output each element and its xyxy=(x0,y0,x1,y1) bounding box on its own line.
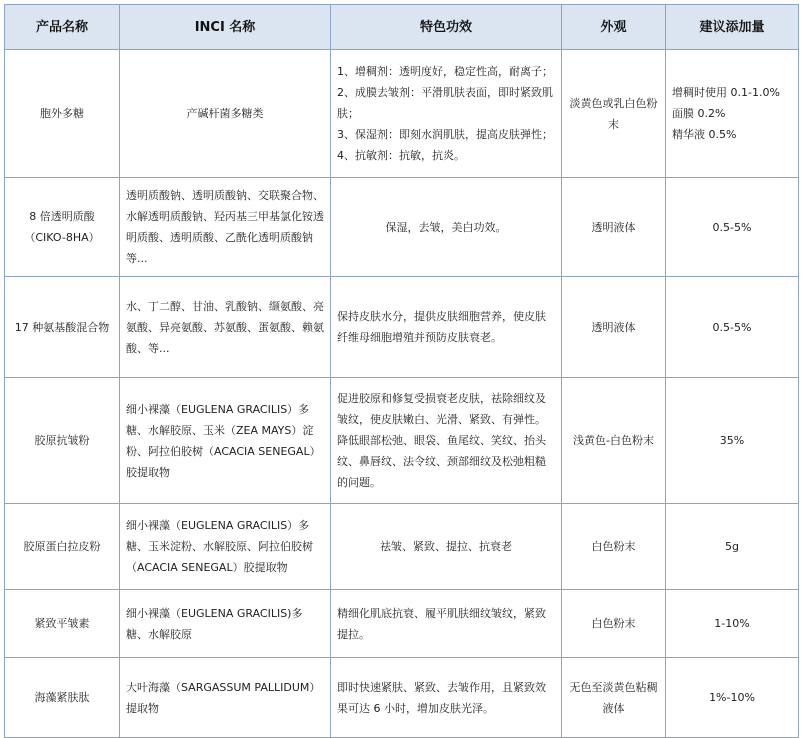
product-name-cell: 胞外多糖 xyxy=(5,50,120,178)
dosage-cell: 35% xyxy=(666,378,799,504)
dosage-cell: 1-10% xyxy=(666,590,799,658)
table-header-row xyxy=(5,5,799,50)
table-row xyxy=(5,590,799,658)
effects-cell: 祛皱、紧致、提拉、抗衰老 xyxy=(331,504,562,590)
header-appearance: 外观 xyxy=(562,5,666,50)
effect-line: 2、成膜去皱剂：平滑肌肤表面，即时紧致肌肤； xyxy=(337,86,553,120)
effect-line: 1、增稠剂：透明度好，稳定性高，耐离子； xyxy=(337,65,553,78)
appearance-cell: 白色粉末 xyxy=(562,590,666,658)
effects-cell: 保持皮肤水分，提供皮肤细胞营养，使皮肤纤维母细胞增殖并预防皮肤衰老。 xyxy=(331,277,562,378)
header-product-name: 产品名称 xyxy=(5,5,120,50)
table-row xyxy=(5,658,799,738)
inci-name-cell: 产碱杆菌多糖类 xyxy=(120,50,331,178)
dosage-line: 面膜 0.2% xyxy=(672,107,726,120)
table-row xyxy=(5,504,799,590)
inci-name-cell: 细小裸藻（EUGLENA GRACILIS）多糖、水解胶原、玉米（ZEA MAYS）淀粉、阿拉伯胶树（ACACIA SENEGAL）胶提取物 xyxy=(120,378,331,504)
header-dosage: 建议添加量 xyxy=(666,5,799,50)
appearance-cell: 白色粉末 xyxy=(562,504,666,590)
appearance-cell: 浅黄色-白色粉末 xyxy=(562,378,666,504)
dosage-cell: 5g xyxy=(666,504,799,590)
effect-line: 4、抗敏剂：抗敏，抗炎。 xyxy=(337,149,465,162)
dosage-line: 精华液 0.5% xyxy=(672,128,737,141)
product-name-cell: 海藻紧肤肽 xyxy=(5,658,120,738)
inci-name-cell: 细小裸藻（EUGLENA GRACILIS）多糖、玉米淀粉、水解胶原、阿拉伯胶树（ACACIA SENEGAL）胶提取物 xyxy=(120,504,331,590)
dosage-line: 增稠时使用 0.1-1.0% xyxy=(672,86,780,99)
product-name-cell: 胶原蛋白拉皮粉 xyxy=(5,504,120,590)
inci-name-cell: 细小裸藻（EUGLENA GRACILIS)多糖、水解胶原 xyxy=(120,590,331,658)
effect-line: 3、保湿剂：即刻水润肌肤，提高皮肤弹性； xyxy=(337,128,553,141)
product-name-cell: 胶原抗皱粉 xyxy=(5,378,120,504)
inci-name-cell: 透明质酸钠、透明质酸钠、交联聚合物、水解透明质酸钠、羟丙基三甲基氯化铵透明质酸、透明质酸、乙酰化透明质酸钠等... xyxy=(120,178,331,277)
product-name-cell: 紧致平皱素 xyxy=(5,590,120,658)
appearance-cell: 透明液体 xyxy=(562,277,666,378)
product-name-cell: 8 倍透明质酸（CIKO-8HA） xyxy=(5,178,120,277)
table-row xyxy=(5,178,799,277)
dosage-cell: 0.5-5% xyxy=(666,277,799,378)
table-row xyxy=(5,378,799,504)
effects-cell: 即时快速紧肤、紧致、去皱作用，且紧致效果可达 6 小时，增加皮肤光泽。 xyxy=(331,658,562,738)
appearance-cell: 无色至淡黄色粘稠液体 xyxy=(562,658,666,738)
table-row xyxy=(5,50,799,178)
effects-cell: 保湿，去皱，美白功效。 xyxy=(331,178,562,277)
header-effects: 特色功效 xyxy=(331,5,562,50)
header-inci-name: INCI 名称 xyxy=(120,5,331,50)
inci-name-cell: 水、丁二醇、甘油、乳酸钠、缬氨酸、亮氨酸、异亮氨酸、苏氨酸、蛋氨酸、赖氨酸、等... xyxy=(120,277,331,378)
dosage-cell: 0.5-5% xyxy=(666,178,799,277)
appearance-cell: 透明液体 xyxy=(562,178,666,277)
effects-cell: 精细化肌底抗衰、履平肌肤细纹皱纹，紧致提拉。 xyxy=(331,590,562,658)
table-row xyxy=(5,277,799,378)
ingredient-spec-table xyxy=(4,4,799,738)
inci-name-cell: 大叶海藻（SARGASSUM PALLIDUM）提取物 xyxy=(120,658,331,738)
dosage-cell xyxy=(666,50,799,178)
appearance-cell: 淡黄色或乳白色粉末 xyxy=(562,50,666,178)
dosage-cell: 1%-10% xyxy=(666,658,799,738)
effects-cell xyxy=(331,50,562,178)
effects-cell: 促进胶原和修复受损衰老皮肤，祛除细纹及皱纹，使皮肤嫩白、光滑、紧致、有弹性。降低眼部松弛、眼袋、鱼尾纹、笑纹、抬头纹、鼻唇纹、法令纹、颈部细纹及松弛粗糙的问题。 xyxy=(331,378,562,504)
product-name-cell: 17 种氨基酸混合物 xyxy=(5,277,120,378)
